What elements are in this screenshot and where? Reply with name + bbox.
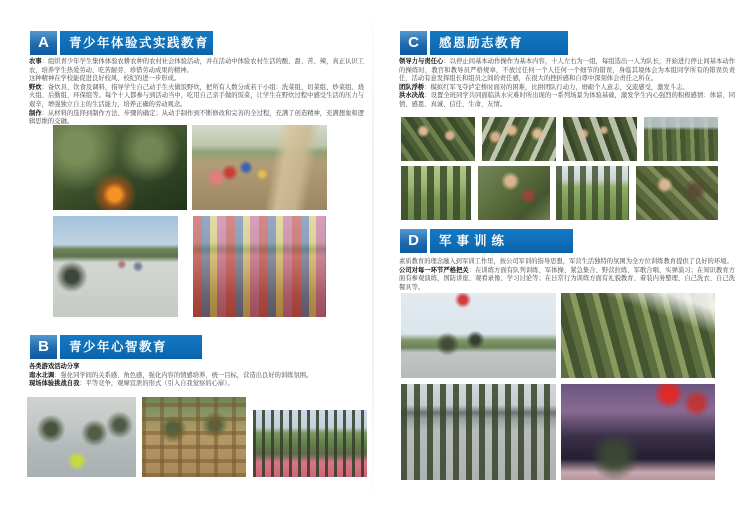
paragraph-text: 这种精神在学校能促进良好校风、校纪的进一步形成。 [29,75,181,83]
paragraph-lead: 团队浮桥 [399,83,425,91]
section-b-header [30,335,202,359]
paragraph [399,58,735,84]
section-b-title: 青少年心智教育 [60,335,202,359]
paragraph [399,92,735,109]
paragraph [29,372,364,381]
paragraph-lead: 公司对每一环节严格把关 [399,266,469,274]
paragraph-text: ：备炊具、饮食及调料，指导学生自己动手生火做饭野炊，把所有人数分成若干小组：洗菜组、切菜组、炒菜组、烧火组、后勤组、环保组等。每个十人都参与到活动当中，吃用自己亲手做的饭菜，让学生在野炊过程中感受生活的压力与艰辛，增强独立自主的生活能力，培养正确的劳动观念。 [29,83,365,108]
photo-d4 [561,384,715,480]
paragraph-text: ：模拟红军飞夺泸定桥时面对的困难，比拼团队行动力，磨砺个人意志，交流感受，激发斗志。 [424,83,689,91]
section-b-letter-badge: B [30,335,57,359]
paragraph [29,380,364,389]
photo-b3 [253,410,367,477]
paragraph-lead: 制作 [29,109,42,117]
section-d-header [400,229,573,253]
photo-d1 [401,293,556,378]
photo-d2 [561,293,715,378]
paragraph-lead: 领导力与责任心 [399,58,444,65]
section-a-letter-badge: A [30,31,57,55]
paragraph-text: ：从材料的选择到制作方法、步骤的确定；从动手制作到不断修改和完善的全过程，充满了创造精神，充满想象和逻辑思维的交融。 [29,109,365,126]
section-c-letter-badge: C [400,31,427,55]
paragraph-lead: 农事 [29,58,42,65]
photo-a2 [192,125,327,210]
paragraph-text: ：以停止间基本动作操作为基本内容，十人左右为一组，每组选出一人为队长，开始进行停止间基本动作的操练时，教官和教导员严格规章，不放过任何一个人任何一个细节的错误，身临其境体会为本组同学所有的错误负责任，活动有意发挥组长和组员之间的责任感，在很大的挫折感和自尊中深刻体会责任之所在。 [399,58,736,83]
paragraph-lead: 现场体验挑战自我 [29,380,80,388]
paragraph [29,363,364,372]
section-a-title: 青少年体验式实践教育 [60,31,213,55]
photo-a1 [53,125,187,210]
photo-b2 [142,397,246,477]
paragraph [29,58,364,75]
paragraph [399,258,735,267]
section-a-text [29,58,364,127]
section-c-text [399,58,735,110]
paragraph [29,75,364,84]
section-b-text [29,363,364,389]
photo-c6 [478,166,550,220]
paragraph-lead: 野炊 [29,83,42,91]
photo-a4 [193,216,326,317]
photo-c8 [636,166,718,220]
paragraph [29,84,364,110]
photo-c2 [482,117,556,161]
section-c-header [400,31,568,55]
section-d-letter-badge: D [400,229,427,253]
paragraph-text: ：平等竞争，观摩宣泄的形式（引入自我觉察的心扉）。 [79,380,234,388]
paragraph-text: ：组织青少年学生集体体验农耕农种的农村社会体验活动，并在活动中体验农村生活的酸、甜、苦、辣，真正认识工农，培养学生热爱劳动、吃苦耐劳、珍惜劳动成果的精神。 [29,58,365,74]
photo-c3 [563,117,637,161]
paragraph-text: ：设置全班同学共同面临洪水灾难时所出现的一系列场景为体验基础，激发学生内心强烈的积极感情：体谅、同情、感恩、真诚、信任、生命、友情。 [399,92,736,108]
paragraph-text: ：强化同学间的关系感、角色感，强化内容的情感培养，统一目标，营造出良好的训练氛围。 [54,371,313,379]
paragraph [399,267,735,293]
photo-c5 [401,166,471,220]
paragraph-lead: 各类游戏活动分享 [29,363,80,370]
section-c-title: 感恩励志教育 [430,31,568,55]
page-fold [372,0,374,510]
section-d-title: 军事训练 [430,229,573,253]
photo-c7 [556,166,629,220]
paragraph-lead: 洪水决战 [399,92,425,100]
photo-c4 [644,117,718,161]
photo-c1 [401,117,475,161]
photo-a3 [53,216,178,317]
photo-d3 [401,384,556,480]
section-d-text [399,258,735,292]
photo-b1 [27,397,136,477]
section-a-header [30,31,213,55]
paragraph-lead: 南水北调 [29,371,55,379]
paragraph-text: ：在训练方面有队列训练、军体操、紧急集合、野营拉练、军歌合唱、实弹演习；在知识教育方面有参观演练、国防讲座、观看录像、学习讨论等；在日常行为训练方面有礼貌教育、着装内务整理、自己洗衣、自己洗餐具等。 [399,266,736,291]
paragraph-text: 素质教育的理念融入到军训工作里，按公司军训的指导思想，军营生活独特的氛围为全方位训练教育提供了良好的环境。 [399,258,733,265]
